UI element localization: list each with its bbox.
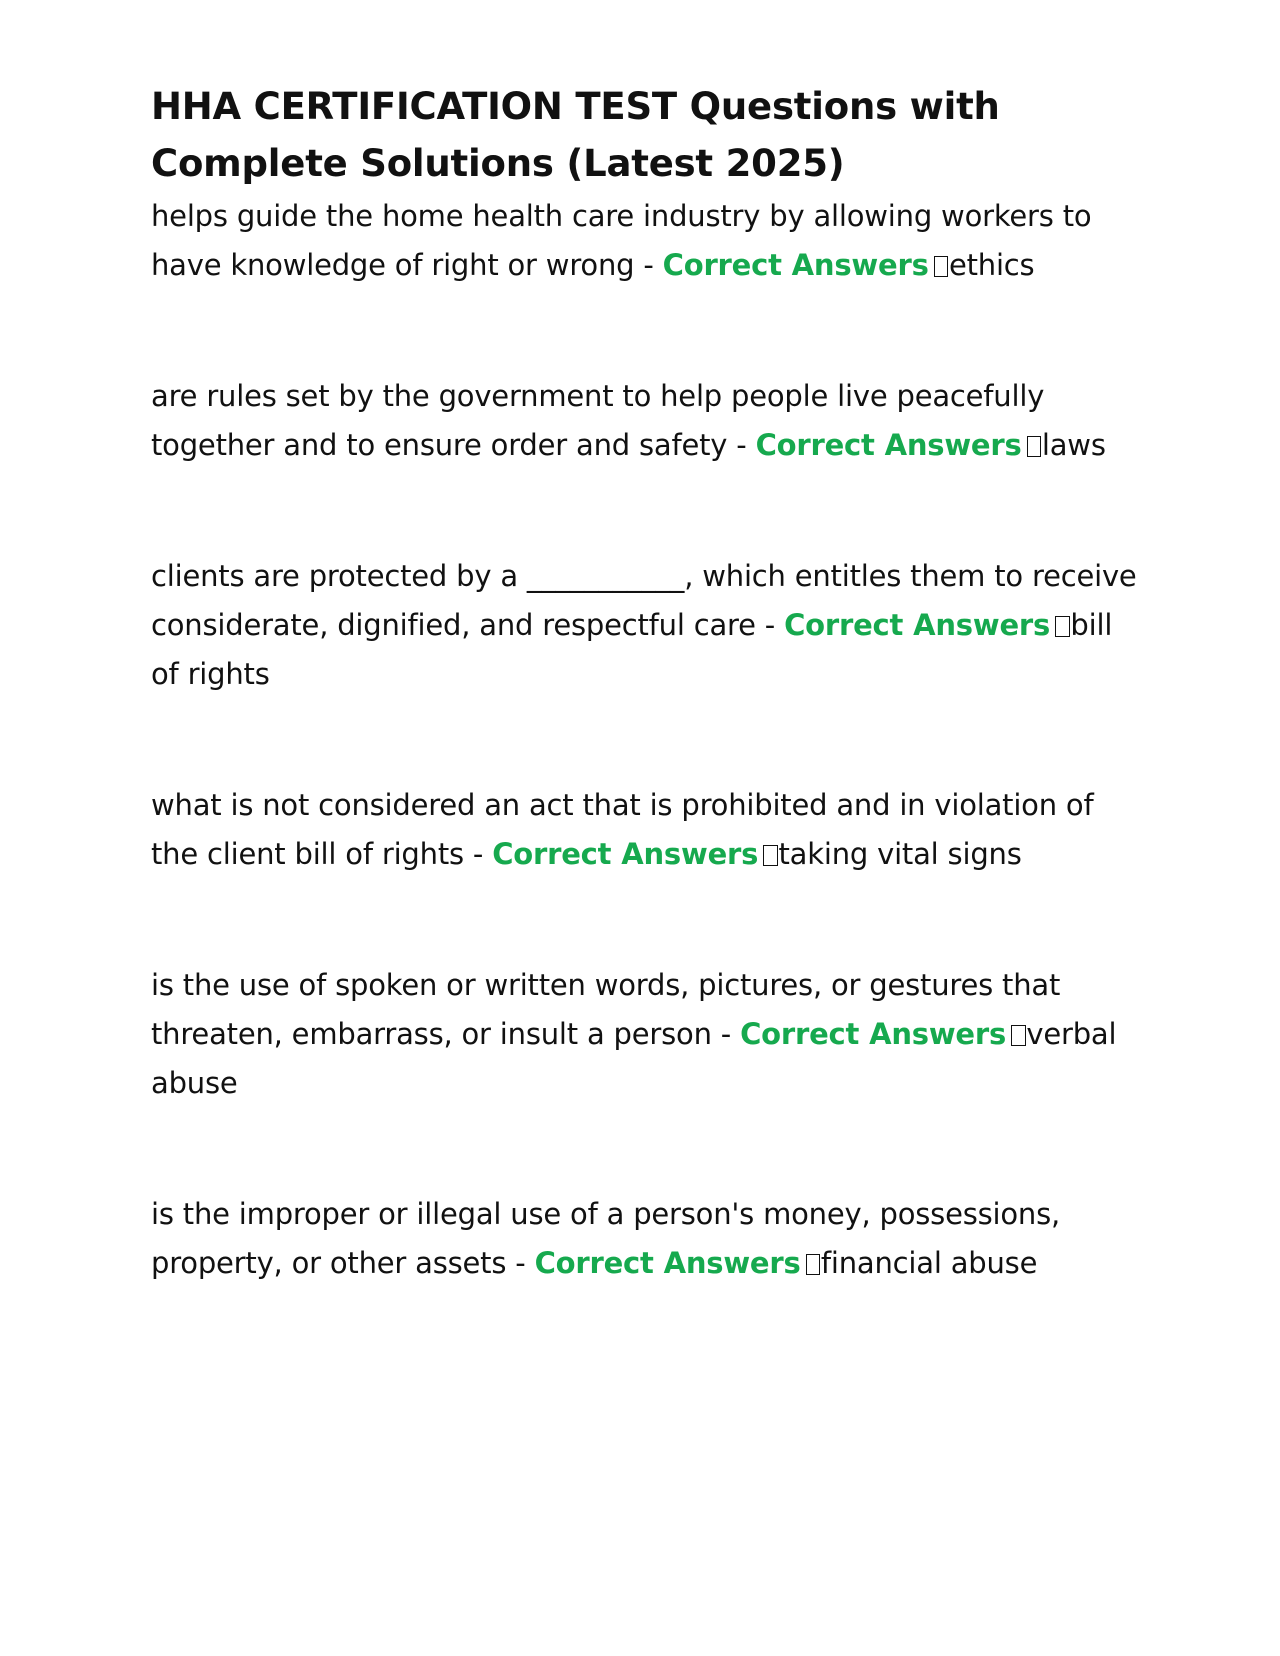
answer-text: financial abuse xyxy=(820,1246,1038,1280)
question-text: helps guide the home health care industry by allowing workers to have knowledge of right or wrong - xyxy=(151,199,1092,282)
question-text: are rules set by the government to help people live peacefully together and to ensure order and safety - xyxy=(151,379,1045,462)
missing-glyph-icon xyxy=(763,845,778,866)
missing-glyph-icon xyxy=(934,256,949,277)
missing-glyph-icon xyxy=(1055,616,1070,637)
question-text: is the improper or illegal use of a person's money, possessions, property, or other assets - xyxy=(151,1197,1061,1280)
answer-text: bill of rights xyxy=(151,608,1113,691)
answer-text: laws xyxy=(1041,428,1106,462)
qa-item xyxy=(151,372,1141,470)
correct-answers-label: Correct Answers xyxy=(534,1246,801,1280)
missing-glyph-icon xyxy=(1011,1025,1026,1046)
question-text: what is not considered an act that is prohibited and in violation of the client bill of rights - xyxy=(151,788,1094,871)
qa-item xyxy=(151,781,1141,879)
qa-item xyxy=(151,1190,1141,1288)
correct-answers-label: Correct Answers xyxy=(755,428,1022,462)
correct-answers-label: Correct Answers xyxy=(492,837,759,871)
question-text: is the use of spoken or written words, pictures, or gestures that threaten, embarrass, or insult a person - xyxy=(151,968,1061,1051)
question-text: clients are protected by a ___________, which entitles them to receive considerate, dignified, and respectful care - xyxy=(151,559,1137,642)
correct-answers-label: Correct Answers xyxy=(784,608,1051,642)
qa-item xyxy=(151,961,1141,1108)
missing-glyph-icon xyxy=(1027,436,1042,457)
document-title: HHA CERTIFICATION TEST Questions with Complete Solutions (Latest 2025) xyxy=(151,85,1000,185)
document-page xyxy=(151,78,1141,1288)
correct-answers-label: Correct Answers xyxy=(662,248,929,282)
qa-item xyxy=(151,192,1141,290)
answer-text: ethics xyxy=(948,248,1035,282)
answer-text: verbal abuse xyxy=(151,1017,1117,1100)
qa-item xyxy=(151,552,1141,699)
answer-text: taking vital signs xyxy=(778,837,1022,871)
missing-glyph-icon xyxy=(806,1254,821,1275)
correct-answers-label: Correct Answers xyxy=(740,1017,1007,1051)
